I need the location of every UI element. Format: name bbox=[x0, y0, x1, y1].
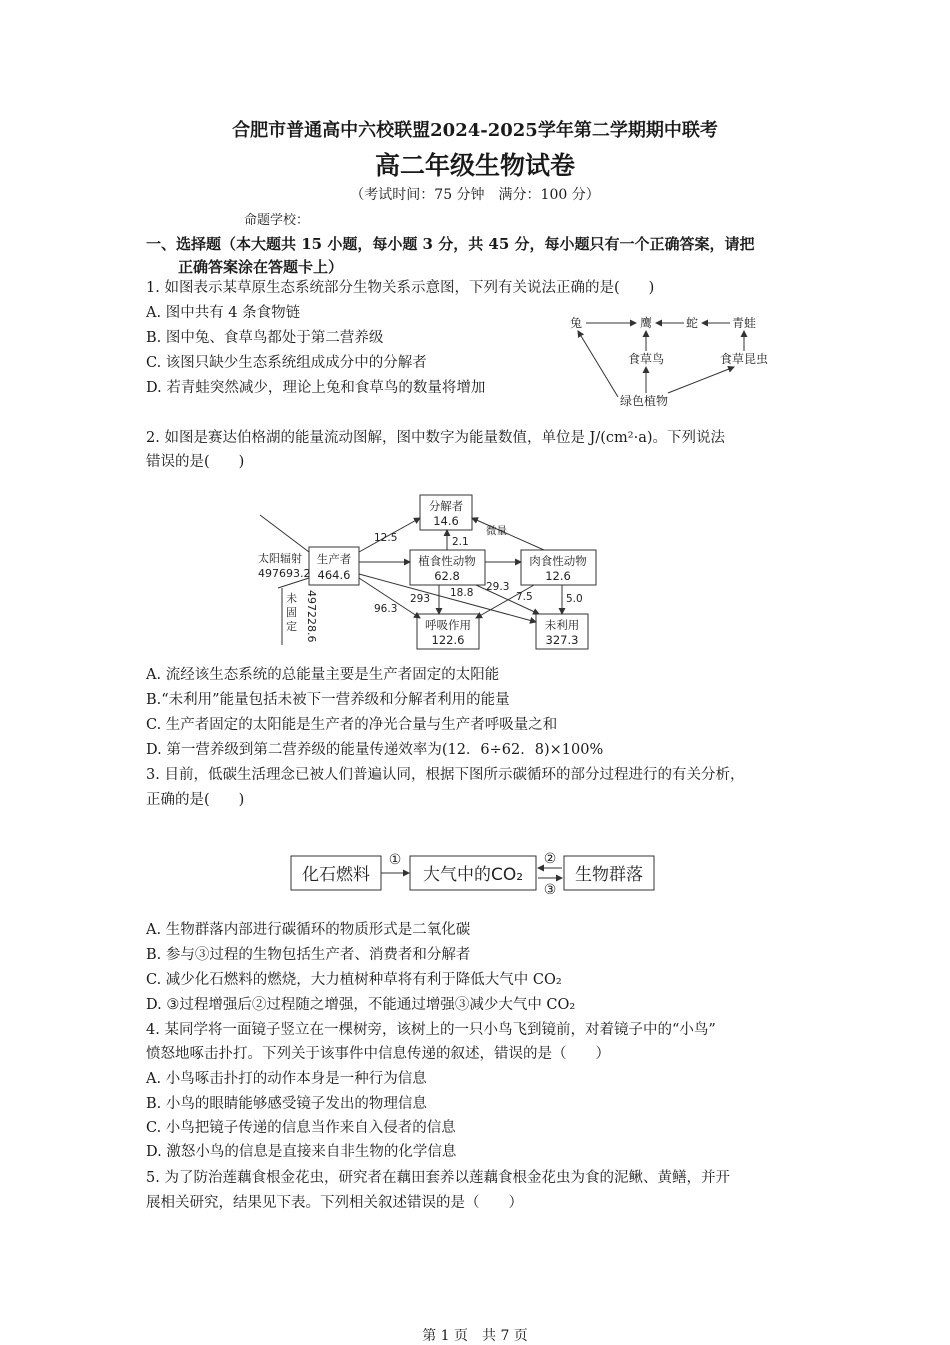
label-unused: 未利用 bbox=[544, 618, 580, 632]
q2-stem-line2: 错误的是( ) bbox=[146, 454, 245, 470]
label-unfixed-3: 定 bbox=[286, 620, 297, 633]
flow-herbivore-decomposer: 2.1 bbox=[452, 536, 469, 548]
label-process-3: ③ bbox=[543, 882, 557, 898]
section-heading bbox=[146, 233, 816, 279]
label-herbivore: 植食性动物 bbox=[418, 554, 476, 568]
flow-herbivore-unused: 29.3 bbox=[486, 581, 510, 593]
page-footer: 第 1 页 共 7 页 bbox=[422, 1328, 528, 1344]
label-biocommunity: 生物群落 bbox=[575, 865, 643, 885]
value-unfixed: 497228.6 bbox=[305, 590, 318, 643]
value-decomposer: 14.6 bbox=[433, 514, 459, 528]
exam-header-line1: 合肥市普通高中六校联盟2024-2025学年第二学期期中联考 bbox=[232, 120, 718, 141]
section-heading-line1: 一、选择题（本大题共 15 小题，每小题 3 分，共 45 分，每小题只有一个正确答案，请把 bbox=[146, 235, 755, 253]
arrow-plant-rabbit bbox=[578, 331, 618, 397]
label-atmosphere-co2: 大气中的CO₂ bbox=[422, 865, 524, 885]
carbon-cycle-diagram bbox=[288, 848, 658, 898]
arrow-carnivore-decomposer bbox=[472, 518, 544, 550]
q4-option-d: D. 激怒小鸟的信息是直接来自非生物的化学信息 bbox=[146, 1144, 457, 1160]
q2-option-d: D. 第一营养级到第二营养级的能量传递效率为(12．6÷62．8)×100% bbox=[146, 742, 604, 758]
label-carnivore: 肉食性动物 bbox=[529, 554, 587, 568]
q3-stem-line1: 3. 目前，低碳生活理念已被人们普遍认同，根据下图所示碳循环的部分过程进行的有关分析， bbox=[146, 767, 745, 783]
q3-stem-line2: 正确的是( ) bbox=[146, 792, 245, 808]
value-herbivore: 62.8 bbox=[434, 569, 460, 583]
node-snake: 蛇 bbox=[686, 316, 699, 330]
q1-stem: 1. 如图表示某草原生态系统部分生物关系示意图，下列有关说法正确的是( ) bbox=[146, 280, 655, 296]
value-sun: 497693.2 bbox=[258, 567, 311, 580]
value-carnivore: 12.6 bbox=[545, 569, 571, 583]
value-producer: 464.6 bbox=[317, 568, 351, 582]
arrow-plant-insect bbox=[668, 367, 734, 393]
q1-option-d: D. 若青蛙突然减少，理论上兔和食草鸟的数量将增加 bbox=[146, 380, 486, 396]
q4-option-b: B. 小鸟的眼睛能够感受镜子发出的物理信息 bbox=[146, 1096, 427, 1112]
label-unfixed-2: 固 bbox=[286, 606, 297, 619]
node-plant: 绿色植物 bbox=[620, 394, 669, 408]
energy-flow-diagram bbox=[254, 490, 604, 655]
q4-stem-line2: 愤怒地啄击扑打。下列关于该事件中信息传递的叙述，错误的是（ ） bbox=[146, 1046, 610, 1062]
label-fossil-fuel: 化石燃料 bbox=[302, 865, 370, 885]
q1-option-a: A. 图中共有 4 条食物链 bbox=[146, 305, 301, 321]
exam-time-score: （考试时间：75 分钟 满分：100 分） bbox=[350, 187, 600, 203]
value-unused: 327.3 bbox=[545, 633, 579, 647]
label-respiration: 呼吸作用 bbox=[425, 618, 471, 632]
value-respiration: 122.6 bbox=[431, 633, 465, 647]
q3-option-a: A. 生物群落内部进行碳循环的物质形式是二氧化碳 bbox=[146, 922, 471, 938]
label-producer: 生产者 bbox=[316, 552, 352, 566]
label-decomposer: 分解者 bbox=[428, 499, 464, 513]
line-sun-in bbox=[260, 515, 309, 552]
q3-option-b: B. 参与③过程的生物包括生产者、消费者和分解者 bbox=[146, 947, 471, 963]
q2-option-c: C. 生产者固定的太阳能是生产者的净光合量与生产者呼吸量之和 bbox=[146, 717, 558, 733]
flow-carnivore-decomposer: 微量 bbox=[486, 525, 507, 537]
q3-option-c: C. 减少化石燃料的燃烧，大力植树种草将有利于降低大气中 CO₂ bbox=[146, 972, 562, 988]
q4-option-a: A. 小鸟啄击扑打的动作本身是一种行为信息 bbox=[146, 1071, 427, 1087]
node-eagle: 鹰 bbox=[640, 316, 653, 330]
q2-option-b: B.“未利用”能量包括未被下一营养级和分解者利用的能量 bbox=[146, 692, 510, 708]
q2-option-a: A. 流经该生态系统的总能量主要是生产者固定的太阳能 bbox=[146, 667, 500, 683]
q5-stem-line1: 5. 为了防治莲藕食根金花虫，研究者在藕田套养以莲藕食根金花虫为食的泥鳅、黄鳝，并开 bbox=[146, 1170, 730, 1186]
flow-producer-unused: 293 bbox=[410, 593, 431, 605]
q4-stem-line1: 4. 某同学将一面镜子竖立在一棵树旁，该树上的一只小鸟飞到镜前，对着镜子中的“小鸟” bbox=[146, 1022, 716, 1038]
q1-option-b: B. 图中兔、食草鸟都处于第二营养级 bbox=[146, 330, 384, 346]
node-frog: 青蛙 bbox=[732, 316, 757, 330]
flow-producer-decomposer: 12.5 bbox=[374, 532, 398, 544]
flow-carnivore-respiration: 7.5 bbox=[516, 591, 533, 603]
node-insect: 食草昆虫 bbox=[720, 352, 769, 366]
q1-option-c: C. 该图只缺少生态系统组成成分中的分解者 bbox=[146, 355, 427, 371]
exam-title: 高二年级生物试卷 bbox=[374, 151, 575, 180]
flow-carnivore-unused: 5.0 bbox=[566, 593, 583, 605]
section-heading-line2: 正确答案涂在答题卡上） bbox=[178, 258, 344, 276]
q2-stem-line1: 2. 如图是赛达伯格湖的能量流动图解，图中数字为能量数值，单位是 J/(cm²·a)。下列说法 bbox=[146, 430, 725, 446]
node-rabbit: 兔 bbox=[570, 316, 583, 330]
label-process-1: ① bbox=[388, 852, 402, 868]
q5-stem-line2: 展相关研究，结果见下表。下列相关叙述错误的是（ ） bbox=[146, 1195, 523, 1211]
label-process-2: ② bbox=[543, 851, 557, 867]
flow-producer-respiration: 96.3 bbox=[374, 603, 398, 615]
flow-herbivore-respiration: 18.8 bbox=[450, 587, 474, 599]
node-bird: 食草鸟 bbox=[628, 352, 665, 366]
q4-option-c: C. 小鸟把镜子传递的信息当作来自入侵者的信息 bbox=[146, 1120, 456, 1136]
q3-option-d: D. ③过程增强后②过程随之增强，不能通过增强③减少大气中 CO₂ bbox=[146, 997, 576, 1013]
food-web-diagram bbox=[556, 305, 796, 415]
label-unfixed-1: 未 bbox=[286, 592, 297, 605]
setter-school: 命题学校： bbox=[244, 213, 310, 228]
label-sun: 太阳辐射 bbox=[258, 552, 302, 565]
